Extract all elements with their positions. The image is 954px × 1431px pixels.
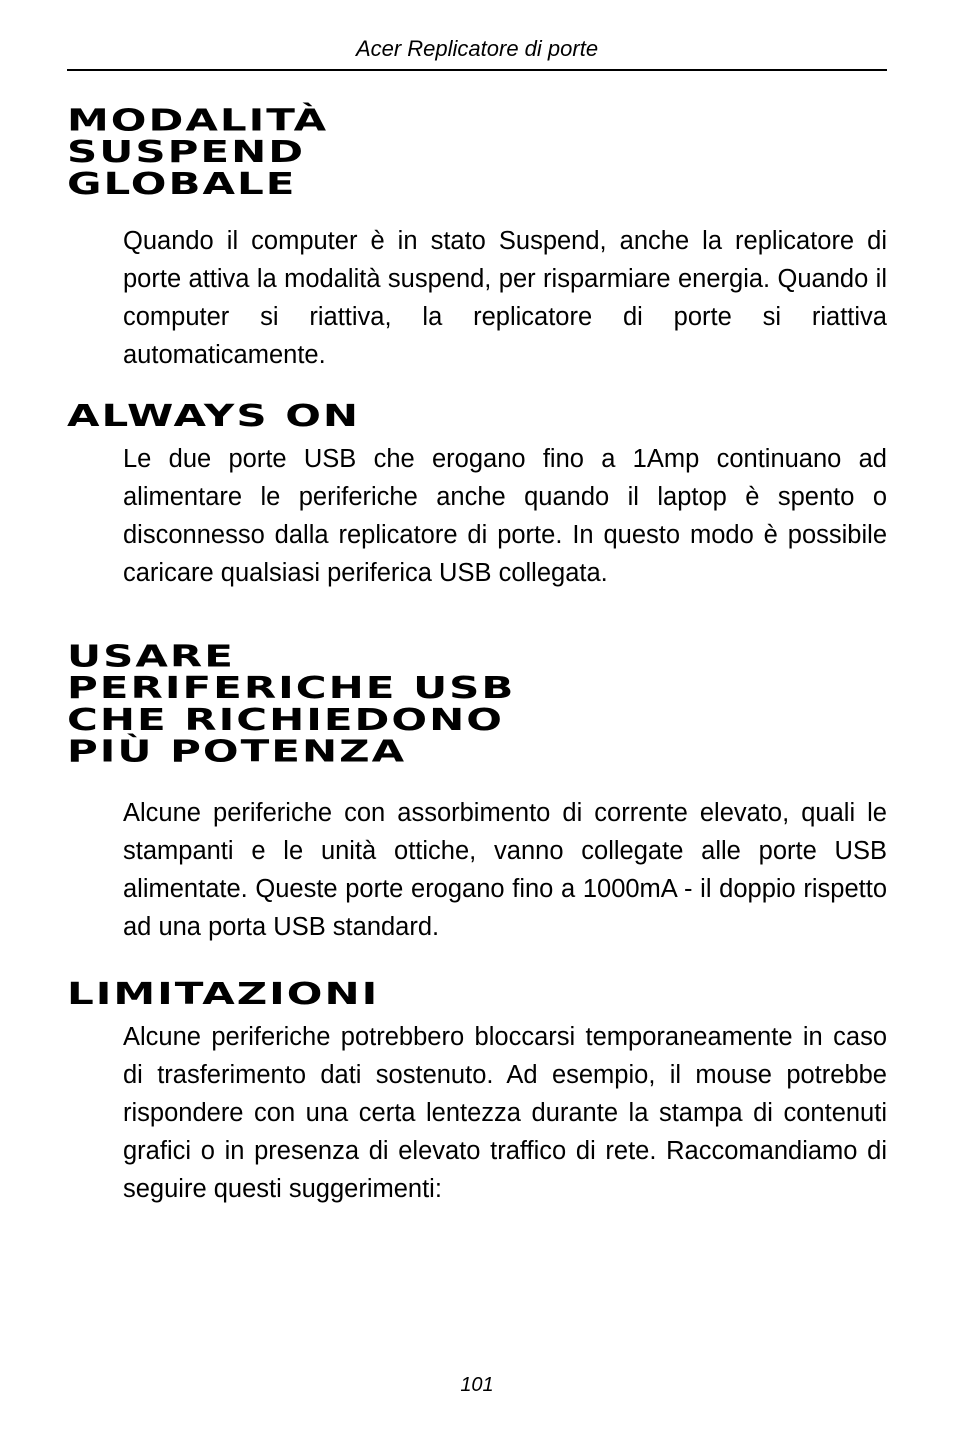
section-body: Alcune periferiche con assorbimento di corrente elevato, quali le stampanti e le unità ottiche, vanno collegate alle porte USB alimentate. Queste porte erogano fino a 1000mA - il doppio rispetto ad una porta USB standard. [123,799,887,941]
section-body: Le due porte USB che erogano fino a 1Amp continuano ad alimentare le periferiche anche quando il laptop è spento o disconnesso dalla replicatore di porte. In questo modo è possibile caricare qualsiasi periferica USB collegata. [123,445,887,587]
section-usb-potenza [67,616,887,946]
section-limitazioni [67,972,887,1208]
section-body: Quando il computer è in stato Suspend, anche la replicatore di porte attiva la modalità suspend, per risparmiare energia. Quando il computer si riattiva, la replicatore di porte si riattiva automaticamente. [123,227,887,369]
section-heading: MODALITÀ SUSPEND GLOBALE [67,102,329,201]
section-heading: ALWAYS ON [67,398,361,434]
section-body: Alcune periferiche potrebbero bloccarsi temporaneamente in caso di trasferimento dati sostenuto. Ad esempio, il mouse potrebbe rispondere con una certa lentezza durante la stampa di contenuti grafici o in presenza di elevato traffico di rete. Raccomandiamo di seguire questi suggerimenti: [123,1023,887,1203]
section-heading: USARE PERIFERICHE USB CHE RICHIEDONO PIÙ POTENZA [67,638,516,769]
page-content [67,86,887,1208]
section-heading: LIMITAZIONI [67,976,380,1012]
running-header: Acer Replicatore di porte [355,36,599,61]
header-rule [67,69,887,71]
page-number: 101 [460,1374,494,1396]
section-always-on [67,394,887,592]
section-suspend-globale [67,86,887,374]
